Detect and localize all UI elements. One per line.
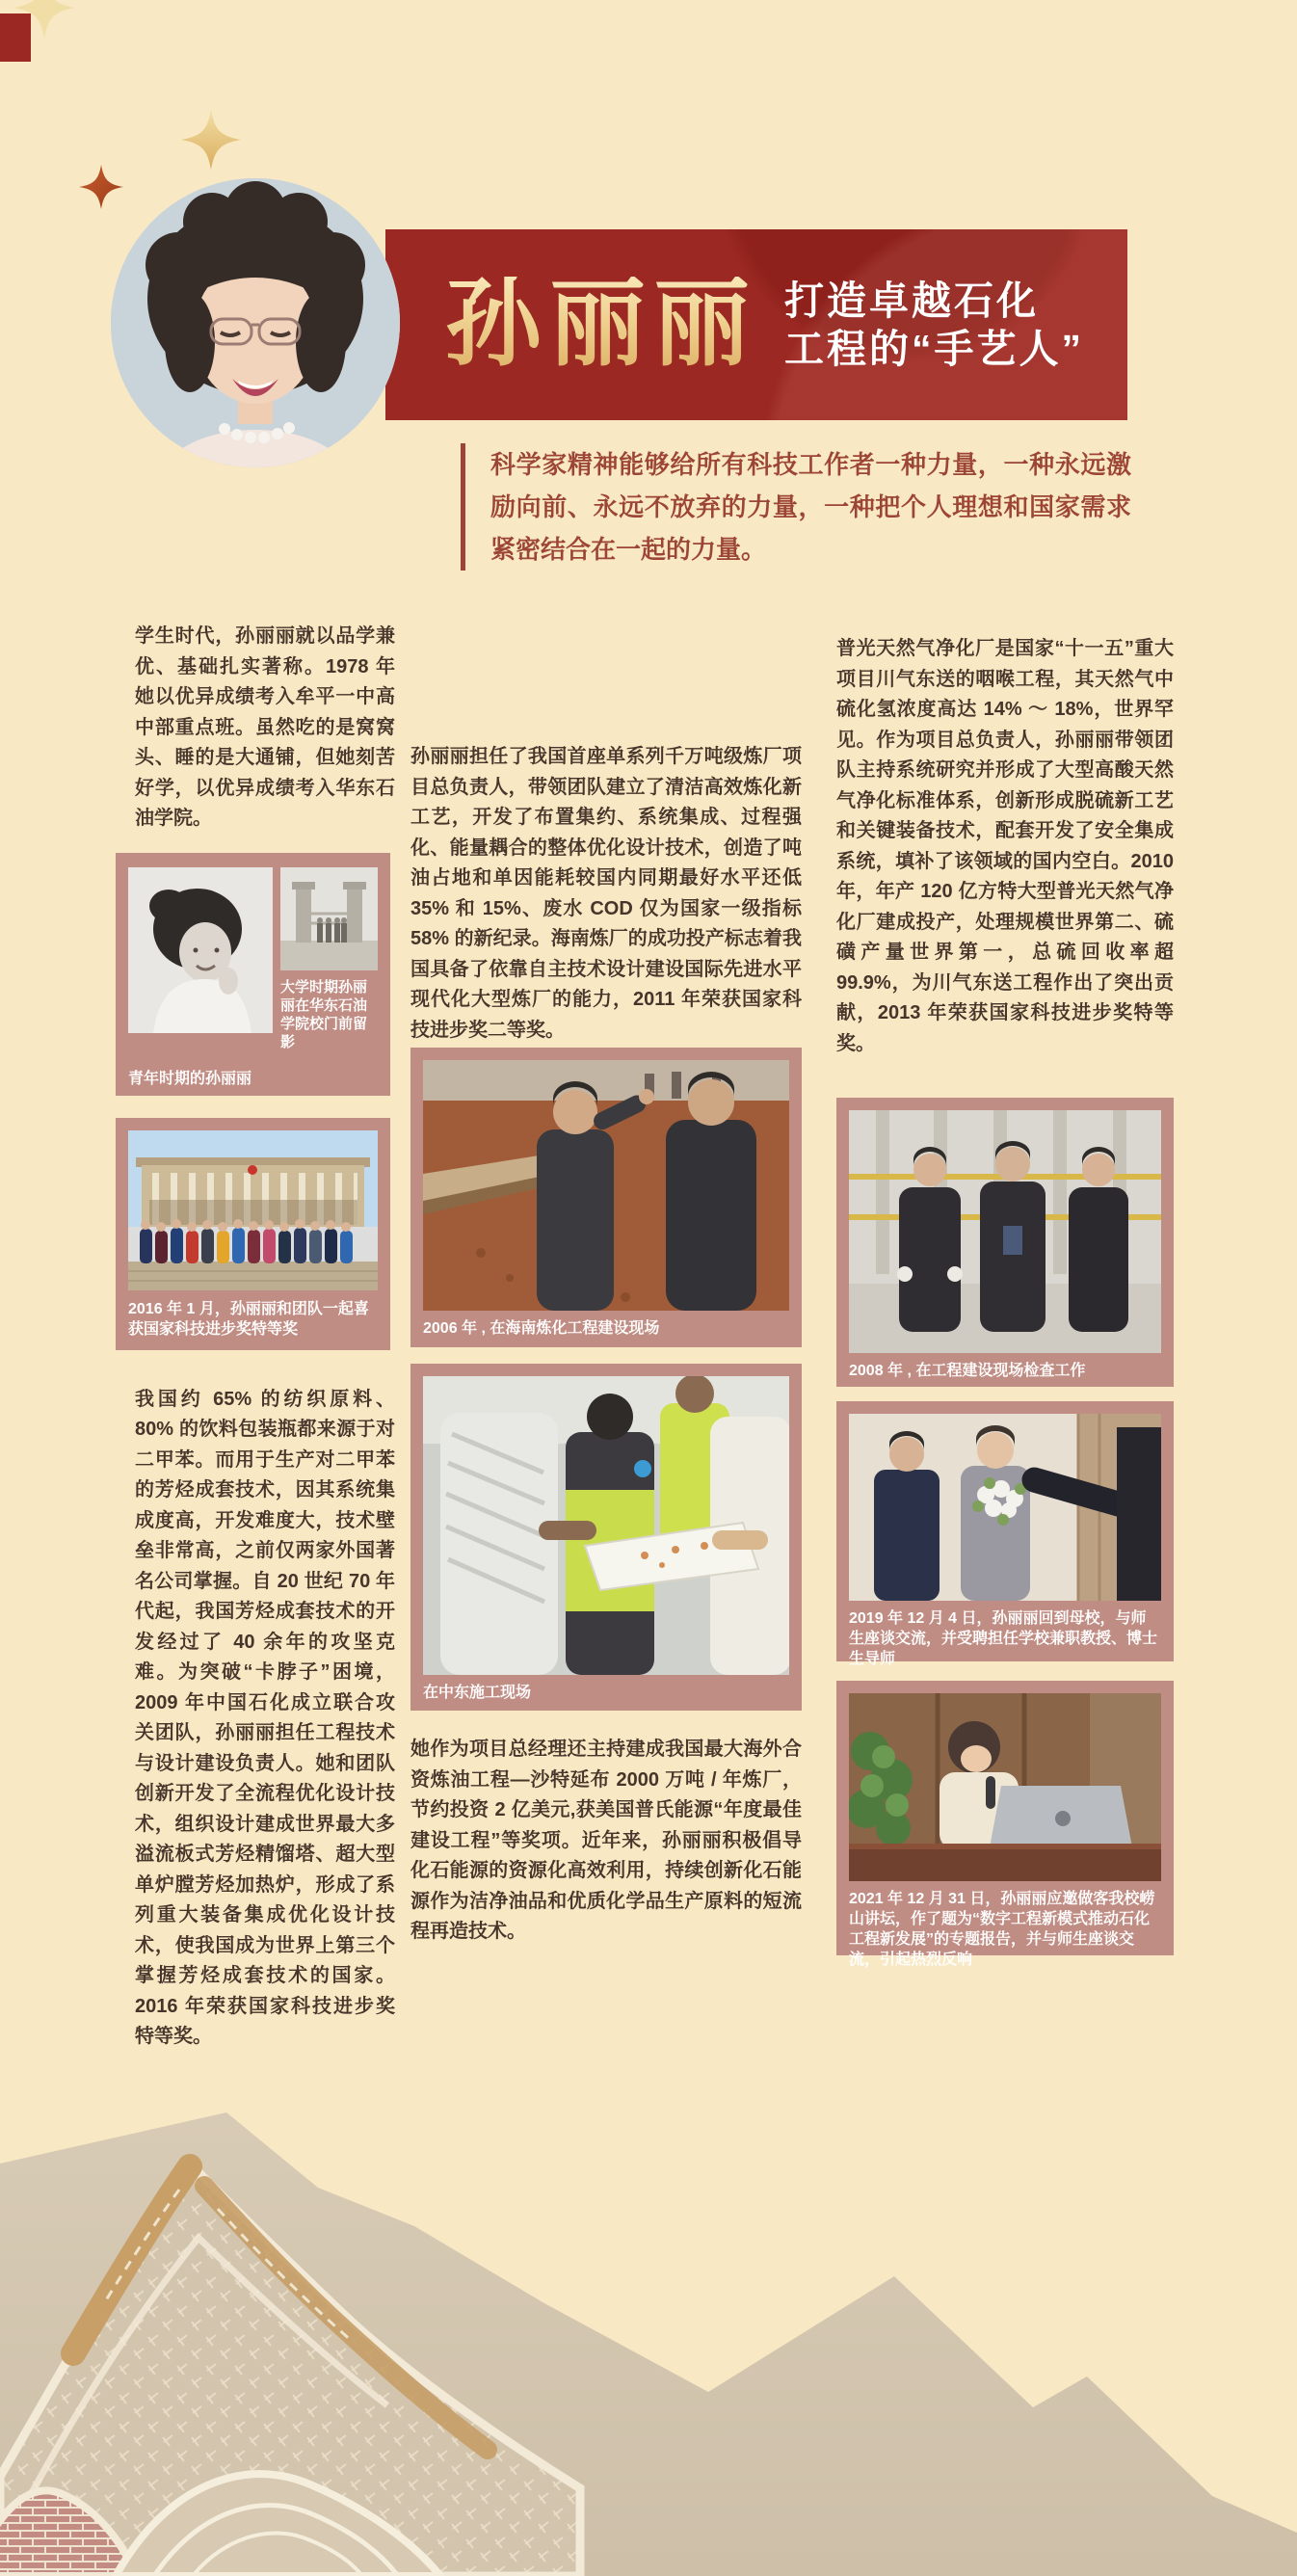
caption-young-portrait: 青年时期的孙丽丽 [128,1070,252,1087]
caption-university-gate: 大学时期孙丽丽在华东石油学院校门前留影 [280,978,368,1050]
column-middle [410,622,802,2053]
caption-2019-alma-mater: 2019 年 12 月 4 日，孙丽丽回到母校，与师生座谈交流，并受聘担任学校兼职教授、博士生导师 [849,1610,1158,1667]
paragraph-refinery: 孙丽丽担任了我国首座单系列千万吨级炼厂项目总负责人，带领团队建立了清洁高效炼化新工艺，开发了布置集约、系统集成、过程强化、能量耦合的整体优化设计技术，创造了吨油占地和单因能耗较国内同期最好水平还低 35% 和 15%、废水 COD 仅为国家一级指标 58% 的新纪录。海南炼厂的成功投产标志着我国具备了依靠自主技术设计建设国际先进水平现代化大型炼厂的能力，2011 年荣获国家科技进步奖二等奖。 [410,746,802,1041]
photo-card-middle-east [410,1364,802,1711]
article-body [128,622,1174,2053]
portrait-illustration [111,178,400,467]
caption-2006-hainan: 2006 年 , 在海南炼化工程建设现场 [423,1320,660,1337]
photo-great-hall-group [128,1130,378,1290]
paragraph-puguang: 普光天然气净化厂是国家“十一五”重大项目川气东送的咽喉工程，其天然气中硫化氢浓度高达 14% ～ 18%，世界罕见。作为项目总负责人，孙丽丽带领团队主持系统研究并形成了大型高酸天然气净化标准体系，创新形成脱硫新工艺和关键装备技术，配套开发了安全集成系统，填补了该领域的国内空白。2010 年，年产 120 亿方特大型普光天然气净化厂建成投产，处理规模世界第二、硫磺产量世界第一，总硫回收率超 99.9%，为川气东送工程作出了突出贡献，2013 年荣获国家科技进步奖特等奖。 [836,638,1174,1054]
photo-plant-inspection [849,1110,1161,1353]
caption-2008-inspection: 2008 年 , 在工程建设现场检查工作 [849,1363,1086,1379]
photo-card-2016-award [116,1118,390,1350]
paragraph-yanbu: 她作为项目总经理还主持建成我国最大海外合资炼油工程—沙特延布 2000 万吨 / 年炼厂，节约投资 2 亿美元,获美国普氏能源“年度最佳建设工程”等奖项。近年来，孙丽丽积极倡导化石能源的资源化高效利用，持续创新化石能源作为洁净油品和优质化学品生产原料的短流程再造技术。 [410,1739,802,1942]
avatar [111,178,400,467]
sparkle-icon [181,108,241,172]
photo-card-2008-inspection [836,1098,1174,1387]
column-left [128,622,395,2053]
sparkle-icon [13,0,75,39]
photo-card-2006-hainan [410,1048,802,1347]
photo-middle-east-site [423,1376,789,1675]
header-banner [385,229,1127,420]
photo-card-youth [116,853,390,1096]
tagline-line-1: 打造卓越石化 [784,279,1039,323]
photo-card-2019-alma-mater [836,1401,1174,1667]
person-name-title: 孙丽丽 [445,271,757,378]
photo-laoshan-lecture [849,1693,1161,1881]
sparkle-icon [79,162,123,212]
photo-university-gate [280,867,378,970]
paragraph-aromatics: 我国约 65% 的纺织原料、80% 的饮料包装瓶都来源于对二甲苯。而用于生产对二甲苯的芳烃成套技术，因其系统集成度高，开发难度大，技术壁垒非常高，之前仅两家外国著名公司掌握。自 20 世纪 70 年代起，我国芳烃成套技术的开发经过了 40 余年的攻坚克难。为突破“卡脖子”困境，2009 年中国石化成立联合攻关团队，孙丽丽担任工程技术与设计建设负责人。她和团队创新开发了全流程优化设计技术，组织设计建成世界最大多溢流板式芳烃精馏塔、超大型单炉膛芳烃加热炉，形成了系列重大装备集成优化设计技术，使我国成为世界上第三个掌握芳烃成套技术的国家。2016 年荣获国家科技进步奖特等奖。 [135,1388,395,2047]
mountain-illustration [0,2072,1297,2576]
caption-middle-east: 在中东施工现场 [423,1685,532,1701]
tagline [784,277,1084,373]
caption-2021-lecture: 2021 年 12 月 31 日，孙丽丽应邀做客我校崂山讲坛，作了题为“数字工程新模式推动石化工程新发展”的专题报告，并与师生座谈交流，引起热烈反响 [849,1891,1155,1968]
photo-flowers-ceremony [849,1414,1161,1601]
paragraph-student-years: 学生时代，孙丽丽就以品学兼优、基础扎实著称。1978 年她以优异成绩考入牟平一中高中部重点班。虽然吃的是窝窝头、睡的是大通铺，但她刻苦好学，以优异成绩考入华东石油学院。 [135,625,395,829]
photo-card-2021-lecture [836,1681,1174,1968]
column-right [836,622,1174,2053]
tagline-line-2: 工程的“手艺人” [784,327,1084,371]
photo-hainan-site [423,1060,789,1311]
intro-quote: 科学家精神能够给所有科技工作者一种力量，一种永远激励向前、永远不放弃的力量，一种把个人理想和国家需求紧密结合在一起的力量。 [461,443,1131,571]
caption-2016-award: 2016 年 1 月，孙丽丽和团队一起喜获国家科技进步奖特等奖 [128,1300,369,1338]
photo-young-portrait [128,867,273,1033]
